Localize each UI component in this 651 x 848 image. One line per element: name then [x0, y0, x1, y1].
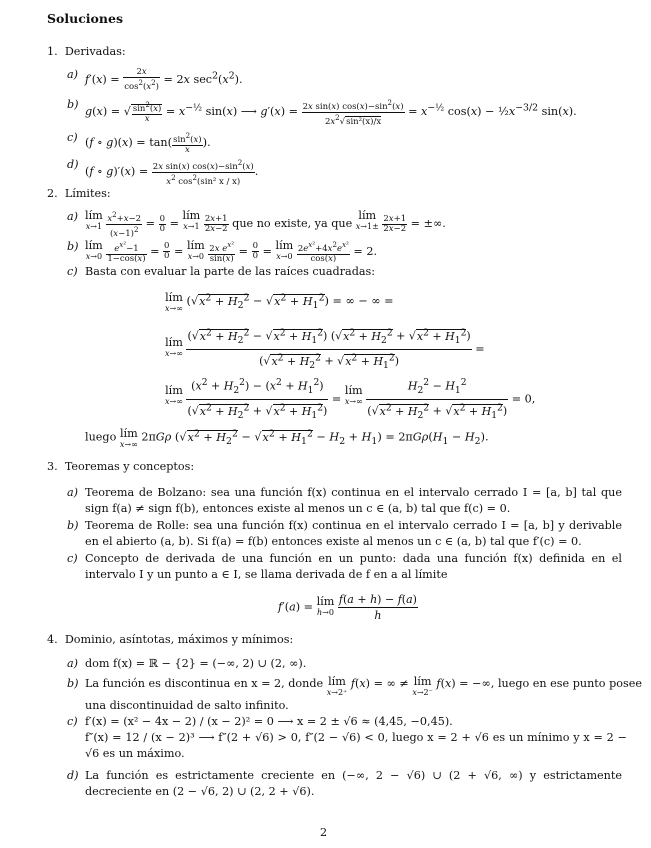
- section-1-heading: 1. Derivadas:: [47, 45, 126, 58]
- item-2c: c) Basta con evaluar la parte de las raíces cuadradas:: [67, 265, 376, 278]
- item-4d: d) La función es estrictamente creciente en (−∞, 2 − √6) ∪ (2 + √6, ∞) y estrictamente decreciente en (2 − √6, 2) ∪ (2, 2 + √6).: [67, 769, 622, 798]
- section-2-heading: 2. Límites:: [47, 187, 111, 200]
- item-3b: b) Teorema de Rolle: sea una función f(x) continua en el intervalo cerrado I = [a, b] y derivable en el abierto (a, b). Si f(a) = f(b) entonces existe al menos un c ∈ (a, b) tal que f′(c) = 0.: [67, 519, 622, 548]
- item-1d: d) (f ∘ g)′(x) = $\frac{2x \sin(x) \cos(x)-\sin^2(x)}{x^2 \cos^2(\sin^2 x / x)}$ .: [67, 158, 259, 187]
- page-number: 2: [320, 826, 328, 839]
- item-3c: c) Concepto de derivada de una función en un punto: dada una función f(x) definida en el intervalo I y un punto a ∈ I, se llama derivada de f en a al límite: [67, 552, 622, 581]
- item-4c: c) f′(x) = (x² − 4x − 2) / (x − 2)² = 0 ⟶ x = 2 ± √6 ≈ (4,45, −0,45). f″(x) = 12 / (x − 2)³ ⟶ f″(2 + √6) > 0, f″(2 − √6) < 0, luego x = 2 + √6 es un mínimo y x = 2 − √6 es un máximo.: [67, 715, 627, 760]
- item-1c: c) (f ∘ g)(x) = tan( $\frac{\sin^2(x)}{x}$ ).: [67, 131, 211, 155]
- limit-line-3: lím x→∞ $\frac{(x^2 + H_2^2) - (x^2 + H_1^2)}{(√x^2 + H_2^2 + √x^2 + H_1^2)}$ = lím x→∞ $\frac{H_2^2 - H_1^2}{(√x^2 + H_2^2 + √x^2 + H_1^2)}$ = 0,: [165, 377, 536, 421]
- derivative-definition: f′(a) = lím h→0 $\frac{f(a + h) - f(a)}{h}$: [278, 593, 417, 622]
- item-2a: a) lím x→1 $\frac{x^2+x-2}{(x-1)^2}$ = $\frac{0}{0}$ = lím x→1 $\frac{2x+1}{2x-2}$ que no existe, ya que lím x→1± $\frac{2x+1}{2x-2}$ = ±∞.: [67, 209, 446, 239]
- limit-line-4: luego lím x→∞ 2πGρ $(√x^2 + H_2^2 - √x^2 + H_1^2 - H_2 + H_1) = 2\pi G\rho(H_1 - H_2)$.: [85, 427, 489, 449]
- limit-line-1: lím x→∞ $(√x^2 + H_2^2 - √x^2 + H_1^2)$ = ∞ − ∞ =: [165, 291, 394, 313]
- item-4a: a) dom f(x) = ℝ − {2} = (−∞, 2) ∪ (2, ∞).: [67, 657, 307, 670]
- item-2b: b) lím x→0 $\frac{e^{x^2}-1}{1-\cos(x)}$ = $\frac{0}{0}$ = lím x→0 $\frac{2x e^{x^2}}{\sin(x)}$ = $\frac{0}{0}$ = lím x→0 $\frac{2e^{x^2}+4x^2e^{x^2}}{\cos(x)}$ = 2.: [67, 239, 378, 264]
- item-1b: b) g(x) = √ $\frac{\sin^2(x)}{x}$ = $x^{-\frac{1}{2}}$ sin(x) ⟶ g′(x) = $\frac{2x \sin(x) \cos(x)-\sin^2(x)}{2x^2√\sin^2(x)/x}$ = $x^{-\frac{1}{2}}$ $\cos(x) - \frac{1}{2}x^{-3/2}$ sin(x).: [67, 98, 577, 127]
- section-3-heading: 3. Teoremas y conceptos:: [47, 460, 195, 473]
- page-title: Soluciones: [47, 11, 123, 26]
- item-3a: a) Teorema de Bolzano: sea una función f(x) continua en el intervalo cerrado I = [a, b] tal que sign f(a) ≠ sign f(b), entonces existe al menos un c ∈ (a, b) tal que f(c) = 0.: [67, 486, 622, 515]
- limit-line-2: lím x→∞ $\frac{(√x^2 + H_2^2 - √x^2 + H_1^2) (√x^2 + H_2^2 + √x^2 + H_1^2)}{(√x^2 + H_2^2 + √x^2 + H_1^2)}$ =: [165, 327, 485, 371]
- section-4-heading: 4. Dominio, asíntotas, máximos y mínimos:: [47, 633, 294, 646]
- item-4b: b) La función es discontinua en x = 2, donde lím x→2⁺ f(x) = ∞ ≠ lím x→2⁻ f(x) = −∞, luego en ese punto posee una discontinuidad de salto infinito.: [67, 675, 642, 712]
- item-1a: a) f′(x) = $\frac{2x}{\cos^2(x^2)}$ = 2x $\sec^2(x^2)$.: [67, 67, 243, 92]
